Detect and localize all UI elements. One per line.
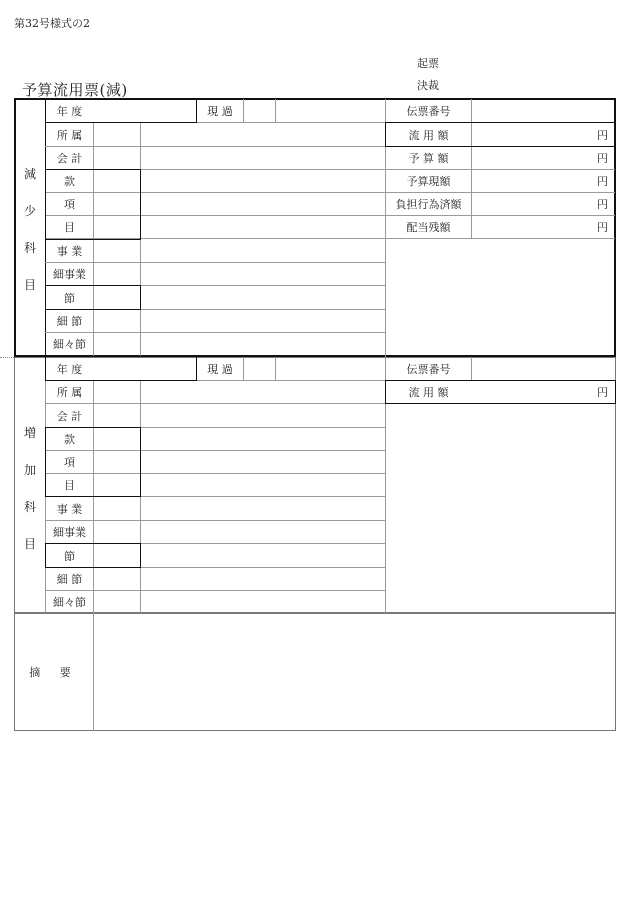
haito-zan-label: 配当残額 [406,220,451,234]
row-label-kou: 項 [64,197,75,211]
denpyo-bango-label: 伝票番号 [406,104,451,118]
yen-unit: 円 [597,174,608,188]
remarks-field[interactable] [94,614,615,730]
yosan-gengaku-label: 予算現額 [406,174,451,188]
side-char: 科 [23,500,36,514]
row-label-kou: 項 [64,455,75,469]
row-label-kan: 款 [64,432,75,446]
yen-unit: 円 [597,128,608,142]
approval-kessai: 決裁 [417,79,439,92]
row-label-setsu: 節 [64,291,75,305]
yosangaku-label: 予 算 額 [408,151,449,165]
side-char: 加 [23,463,36,477]
row-label-nendo: 年 度 [56,362,83,376]
fold-mark [0,357,14,358]
genka-label: 現 過 [207,104,233,118]
side-char: 科 [23,241,36,255]
form-number: 第32号様式の2 [14,17,90,30]
row-label-kan: 款 [64,174,75,188]
row-label-jigyo: 事 業 [56,502,83,516]
denpyo-bango-label: 伝票番号 [406,362,451,376]
row-label-jigyo: 事 業 [56,244,83,258]
side-char: 増 [23,426,36,440]
side-char: 目 [23,278,36,292]
row-label-shozoku: 所 属 [56,386,83,399]
yen-unit: 円 [597,197,608,211]
row-label-saijigyo: 細事業 [53,525,86,539]
row-label-saisetsu: 細 節 [56,314,83,328]
side-char: 少 [23,204,36,218]
genka-label: 現 過 [207,362,233,376]
row-label-kaikei: 会 計 [56,151,83,165]
decrease-side-label [15,165,45,293]
row-label-setsu: 節 [64,549,75,563]
row-label-saisaisetsu: 細々節 [53,337,86,351]
yen-unit: 円 [597,386,608,399]
row-label-kaikei: 会 計 [56,409,83,423]
ryuyogaku-label: 流 用 額 [408,386,449,399]
row-label-saijigyo: 細事業 [53,267,86,281]
approval-kihyo: 起票 [417,57,439,70]
row-label-saisaisetsu: 細々節 [53,595,86,609]
row-label-nendo: 年 度 [56,104,83,118]
side-char: 目 [23,537,36,551]
remarks-label: 摘 要 [29,666,79,679]
row-label-shozoku: 所 属 [56,128,83,142]
yen-unit: 円 [597,151,608,165]
row-label-moku: 目 [64,220,75,234]
side-char: 減 [23,167,36,181]
ryuyogaku-label: 流 用 額 [408,128,449,142]
increase-side-label [15,424,45,552]
row-label-moku: 目 [64,478,75,492]
form-title: 予算流用票(減) [22,81,128,99]
yen-unit: 円 [597,220,608,234]
futan-koi-label: 負担行為済額 [395,197,462,211]
row-label-saisetsu: 細 節 [56,572,83,586]
